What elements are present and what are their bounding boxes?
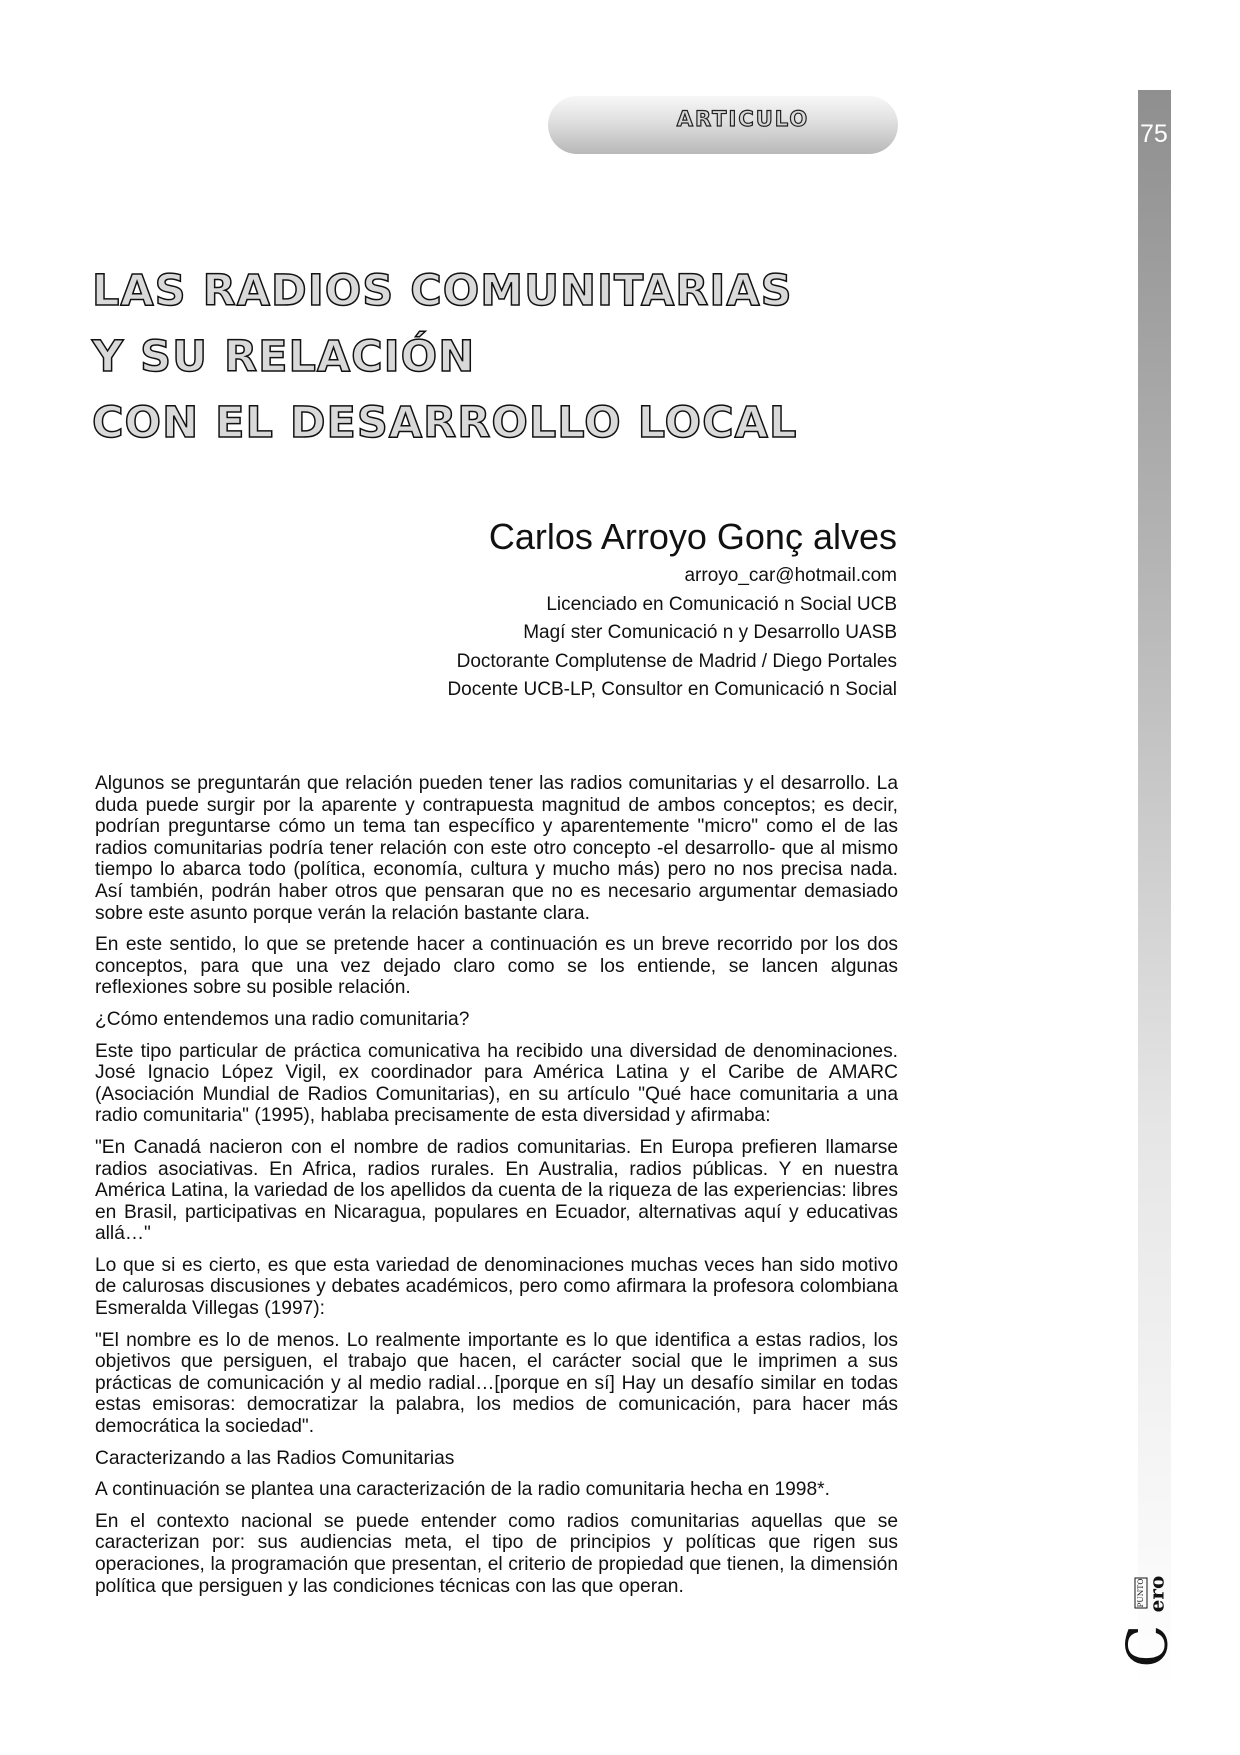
subheading: Caracterizando a las Radios Comunitarias: [95, 1447, 455, 1469]
author-block: [447, 512, 897, 705]
paragraph: En el contexto nacional se puede entender como radios comunitarias aquellas que se caracterizan por: sus audiencias meta, el tipo de principios y políticas que rigen sus operaciones, la programación que presentan, el criterio de propiedad que tienen, la dimensión política que persiguen y las condiciones técnicas con las que operan.: [95, 1510, 898, 1597]
paragraph: A continuación se plantea una caracterización de la radio comunitaria hecha en 1998*.: [95, 1479, 830, 1501]
title-line: CON EL DESARROLLO LOCAL: [92, 398, 798, 448]
side-gradient-bar: [1138, 90, 1171, 1690]
author-credential: Doctorante Complutense de Madrid / Diego Portales: [456, 650, 897, 672]
paragraph: Algunos se preguntarán que relación pueden tener las radios comunitarias y el desarrollo. La duda puede surgir por la aparente y contrapuesta magnitud de ambos conceptos; es decir, podrían preguntarse cómo un tema tan específico y aparentemente "micro" como el de las radios comunitarias podría tener relación con este otro concepto -el desarrollo- que al mismo tiempo lo abarca todo (política, economía, cultura y mucho más) pero no nos precisa nada. Así también, podrán haber otros que pensaran que no es necesario argumentar demasiado sobre este asunto porque verán la relación bastante clara.: [95, 773, 898, 924]
logo-big-text: ero: [1144, 1575, 1169, 1613]
author-email: arroyo_car@hotmail.com: [684, 565, 897, 586]
paragraph: En este sentido, lo que se pretende hacer a continuación es un breve recorrido por los dos conceptos, para que una vez dejado claro como se los entiende, se lancen algunas reflexiones sobre su posible relación.: [95, 934, 898, 999]
section-label: ARTICULO: [676, 107, 810, 131]
author-credential: Magí ster Comunicació n y Desarrollo UASB: [523, 622, 897, 643]
title-line: Y SU RELACIÓN: [92, 332, 476, 382]
quote-paragraph: "En Canadá nacieron con el nombre de radios comunitarias. En Europa prefieren llamarse radios asociativas. En Africa, radios rurales. En Australia, radios públicas. Y en nuestra América Latina, la variedad de los apellidos da cuenta de la riqueza de las experiencias: libres en Brasil, participativas en Nicaragua, populares en Ecuador, alternativas aquí y educativas allá…": [95, 1136, 898, 1245]
quote-paragraph: "El nombre es lo de menos. Lo realmente importante es lo que identifica a estas radios, los objetivos que persiguen, el trabajo que hacen, el carácter social que le imprimen a sus prácticas de comunicación y al medio radial…[porque en sí] Hay un desafío similar en todas estas emisoras: democratizar la palabra, los medios de comunicación, para hacer más democrática la sociedad".: [95, 1329, 898, 1438]
section-label-pill: [548, 96, 898, 154]
title-line: LAS RADIOS COMUNITARIAS: [92, 266, 793, 316]
paragraph: Este tipo particular de práctica comunicativa ha recibido una diversidad de denominaciones. José Ignacio López Vigil, ex coordinador para América Latina y el Caribe de AMARC (Asociación Mundial de Radios Comunitarias), en su artículo "Qué hace comunitaria a una radio comunitaria" (1995), hablaba precisamente de esta diversidad y afirmaba:: [95, 1040, 898, 1127]
paragraph: Lo que si es cierto, es que esta variedad de denominaciones muchas veces han sido motivo de calurosas discusiones y debates académicos, pero como afirmara la profesora colombiana Esmeralda Villegas (1997):: [95, 1254, 898, 1320]
author-credential: Docente UCB-LP, Consultor en Comunicació n Social: [447, 679, 897, 700]
article-body: [95, 773, 898, 1607]
article-title: [92, 258, 797, 456]
subheading: ¿Cómo entendemos una radio comunitaria?: [95, 1008, 470, 1030]
logo-initial: C: [1115, 1624, 1181, 1668]
author-credential: Licenciado en Comunicació n Social UCB: [546, 593, 897, 615]
page-number: 75: [1140, 120, 1168, 148]
author-name: Carlos Arroyo Gonç alves: [488, 516, 897, 557]
punto-cero-logo: [1115, 1575, 1184, 1668]
logo-small-text: PUNTO: [1136, 1578, 1145, 1608]
